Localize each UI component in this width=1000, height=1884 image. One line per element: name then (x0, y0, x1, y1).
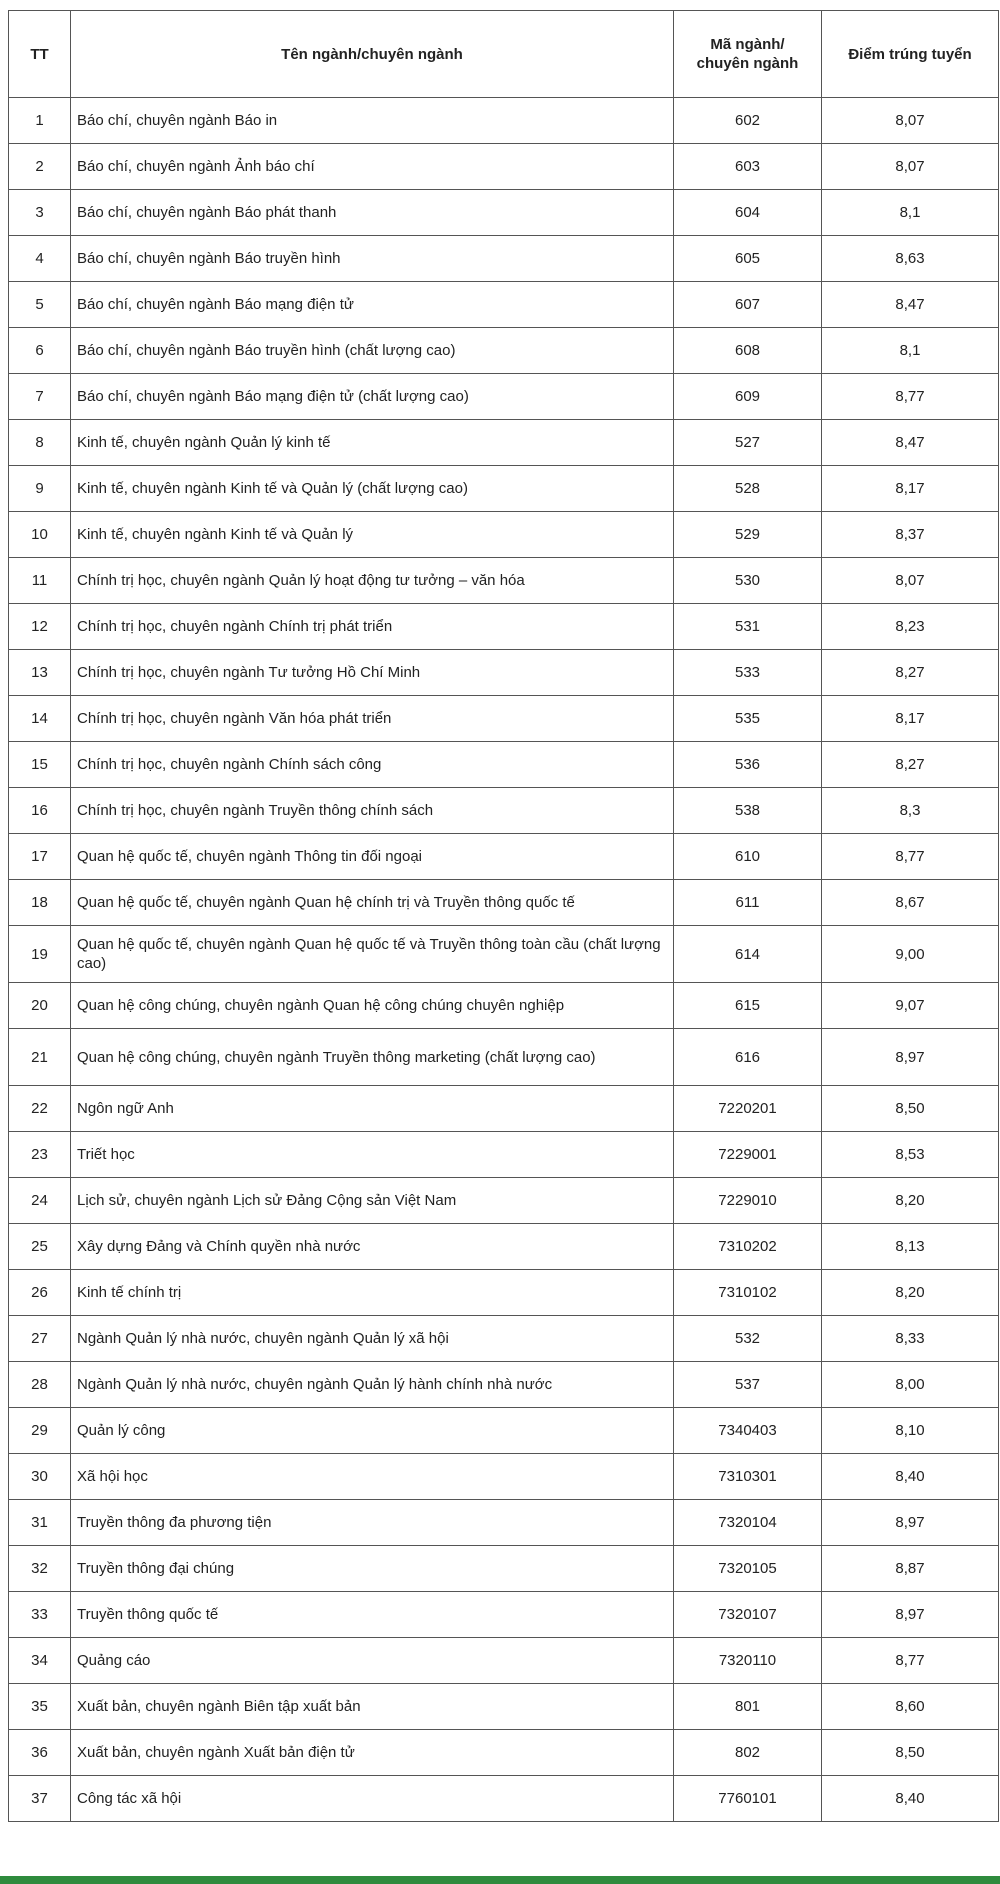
row-name: Xây dựng Đảng và Chính quyền nhà nước (71, 1224, 674, 1270)
row-name: Chính trị học, chuyên ngành Chính sách công (71, 742, 674, 788)
row-tt: 24 (9, 1178, 71, 1224)
row-code: 802 (674, 1730, 822, 1776)
row-name: Báo chí, chuyên ngành Báo in (71, 98, 674, 144)
row-name: Xuất bản, chuyên ngành Biên tập xuất bản (71, 1684, 674, 1730)
row-code: 530 (674, 558, 822, 604)
row-name: Chính trị học, chuyên ngành Quản lý hoạt động tư tưởng – văn hóa (71, 558, 674, 604)
row-name: Báo chí, chuyên ngành Báo truyền hình (71, 236, 674, 282)
row-code: 615 (674, 983, 822, 1029)
table-row (9, 1454, 999, 1500)
row-code: 7229001 (674, 1132, 822, 1178)
row-tt: 29 (9, 1408, 71, 1454)
row-tt: 10 (9, 512, 71, 558)
row-code: 603 (674, 144, 822, 190)
table-row (9, 696, 999, 742)
row-tt: 8 (9, 420, 71, 466)
row-code: 7320105 (674, 1546, 822, 1592)
row-tt: 14 (9, 696, 71, 742)
row-tt: 3 (9, 190, 71, 236)
row-name: Kinh tế chính trị (71, 1270, 674, 1316)
header-score: Điểm trúng tuyển (822, 11, 999, 98)
row-tt: 1 (9, 98, 71, 144)
row-score: 8,1 (822, 328, 999, 374)
row-name: Xã hội học (71, 1454, 674, 1500)
row-tt: 18 (9, 880, 71, 926)
row-code: 7320110 (674, 1638, 822, 1684)
row-name: Ngành Quản lý nhà nước, chuyên ngành Quản lý hành chính nhà nước (71, 1362, 674, 1408)
row-name: Chính trị học, chuyên ngành Văn hóa phát triển (71, 696, 674, 742)
row-code: 616 (674, 1029, 822, 1086)
row-code: 537 (674, 1362, 822, 1408)
row-name: Quan hệ công chúng, chuyên ngành Quan hệ công chúng chuyên nghiệp (71, 983, 674, 1029)
row-code: 527 (674, 420, 822, 466)
table-row (9, 374, 999, 420)
row-score: 8,1 (822, 190, 999, 236)
table-row (9, 926, 999, 983)
header-code-line1: Mã ngành/ (710, 36, 785, 53)
row-code: 801 (674, 1684, 822, 1730)
row-tt: 21 (9, 1029, 71, 1086)
row-tt: 20 (9, 983, 71, 1029)
row-score: 8,87 (822, 1546, 999, 1592)
bottom-accent-bar (0, 1876, 1000, 1884)
row-name: Chính trị học, chuyên ngành Truyền thông chính sách (71, 788, 674, 834)
row-score: 8,00 (822, 1362, 999, 1408)
row-score: 8,3 (822, 788, 999, 834)
row-tt: 37 (9, 1776, 71, 1822)
row-tt: 36 (9, 1730, 71, 1776)
row-tt: 2 (9, 144, 71, 190)
table-row (9, 236, 999, 282)
row-code: 7760101 (674, 1776, 822, 1822)
table-row (9, 834, 999, 880)
row-score: 8,97 (822, 1592, 999, 1638)
row-code: 609 (674, 374, 822, 420)
table-row (9, 1029, 999, 1086)
row-tt: 9 (9, 466, 71, 512)
row-name: Quan hệ quốc tế, chuyên ngành Thông tin đối ngoại (71, 834, 674, 880)
row-name: Quản lý công (71, 1408, 674, 1454)
row-code: 7310301 (674, 1454, 822, 1500)
table-row (9, 604, 999, 650)
table-row (9, 1132, 999, 1178)
row-tt: 26 (9, 1270, 71, 1316)
row-score: 8,60 (822, 1684, 999, 1730)
table-row (9, 558, 999, 604)
table-row (9, 1684, 999, 1730)
row-score: 8,07 (822, 144, 999, 190)
row-code: 604 (674, 190, 822, 236)
table-row (9, 788, 999, 834)
row-score: 8,37 (822, 512, 999, 558)
row-name: Công tác xã hội (71, 1776, 674, 1822)
row-name: Báo chí, chuyên ngành Báo truyền hình (chất lượng cao) (71, 328, 674, 374)
table-row (9, 420, 999, 466)
row-code: 602 (674, 98, 822, 144)
row-code: 607 (674, 282, 822, 328)
row-name: Ngành Quản lý nhà nước, chuyên ngành Quản lý xã hội (71, 1316, 674, 1362)
row-tt: 17 (9, 834, 71, 880)
table-row (9, 650, 999, 696)
row-tt: 22 (9, 1086, 71, 1132)
row-score: 8,77 (822, 834, 999, 880)
row-name: Báo chí, chuyên ngành Ảnh báo chí (71, 144, 674, 190)
row-name: Quan hệ quốc tế, chuyên ngành Quan hệ quốc tế và Truyền thông toàn cầu (chất lượng cao) (71, 926, 674, 983)
row-code: 531 (674, 604, 822, 650)
row-score: 8,50 (822, 1086, 999, 1132)
table-row (9, 1086, 999, 1132)
row-score: 8,20 (822, 1178, 999, 1224)
row-tt: 25 (9, 1224, 71, 1270)
table-row (9, 1638, 999, 1684)
row-code: 7220201 (674, 1086, 822, 1132)
header-tt: TT (9, 11, 71, 98)
header-code-line2: chuyên ngành (696, 55, 799, 72)
row-score: 8,20 (822, 1270, 999, 1316)
row-tt: 16 (9, 788, 71, 834)
row-score: 8,23 (822, 604, 999, 650)
row-score: 9,00 (822, 926, 999, 983)
table-row (9, 1224, 999, 1270)
row-code: 7310102 (674, 1270, 822, 1316)
row-name: Kinh tế, chuyên ngành Quản lý kinh tế (71, 420, 674, 466)
row-tt: 11 (9, 558, 71, 604)
row-name: Chính trị học, chuyên ngành Chính trị phát triển (71, 604, 674, 650)
row-score: 8,97 (822, 1029, 999, 1086)
table-header-row (9, 11, 999, 98)
row-tt: 19 (9, 926, 71, 983)
table-row (9, 742, 999, 788)
row-code: 608 (674, 328, 822, 374)
row-score: 8,47 (822, 282, 999, 328)
row-name: Truyền thông đa phương tiện (71, 1500, 674, 1546)
row-code: 536 (674, 742, 822, 788)
row-score: 8,10 (822, 1408, 999, 1454)
row-tt: 7 (9, 374, 71, 420)
row-score: 8,77 (822, 1638, 999, 1684)
table-row (9, 328, 999, 374)
row-name: Xuất bản, chuyên ngành Xuất bản điện tử (71, 1730, 674, 1776)
row-score: 8,07 (822, 558, 999, 604)
row-code: 605 (674, 236, 822, 282)
row-tt: 31 (9, 1500, 71, 1546)
row-tt: 34 (9, 1638, 71, 1684)
row-score: 9,07 (822, 983, 999, 1029)
row-tt: 12 (9, 604, 71, 650)
table-row (9, 1500, 999, 1546)
row-name: Lịch sử, chuyên ngành Lịch sử Đảng Cộng sản Việt Nam (71, 1178, 674, 1224)
table-row (9, 1730, 999, 1776)
table-row (9, 512, 999, 558)
row-code: 529 (674, 512, 822, 558)
table-body (9, 98, 999, 1822)
row-tt: 4 (9, 236, 71, 282)
row-name: Triết học (71, 1132, 674, 1178)
row-tt: 32 (9, 1546, 71, 1592)
row-tt: 35 (9, 1684, 71, 1730)
row-code: 7229010 (674, 1178, 822, 1224)
header-name: Tên ngành/chuyên ngành (71, 11, 674, 98)
row-tt: 23 (9, 1132, 71, 1178)
row-score: 8,77 (822, 374, 999, 420)
table-row (9, 983, 999, 1029)
row-name: Kinh tế, chuyên ngành Kinh tế và Quản lý (71, 512, 674, 558)
table-row (9, 1178, 999, 1224)
row-name: Báo chí, chuyên ngành Báo phát thanh (71, 190, 674, 236)
row-code: 610 (674, 834, 822, 880)
table-row (9, 282, 999, 328)
admission-score-table (8, 10, 999, 1822)
row-name: Quan hệ công chúng, chuyên ngành Truyền thông marketing (chất lượng cao) (71, 1029, 674, 1086)
row-score: 8,63 (822, 236, 999, 282)
table-row (9, 144, 999, 190)
table-row (9, 190, 999, 236)
row-tt: 6 (9, 328, 71, 374)
row-score: 8,47 (822, 420, 999, 466)
row-name: Chính trị học, chuyên ngành Tư tưởng Hồ Chí Minh (71, 650, 674, 696)
row-name: Ngôn ngữ Anh (71, 1086, 674, 1132)
header-code (674, 11, 822, 98)
row-score: 8,50 (822, 1730, 999, 1776)
table-row (9, 1362, 999, 1408)
row-name: Báo chí, chuyên ngành Báo mạng điện tử (71, 282, 674, 328)
table-row (9, 1592, 999, 1638)
row-score: 8,17 (822, 466, 999, 512)
table-row (9, 466, 999, 512)
row-score: 8,07 (822, 98, 999, 144)
score-table-container (8, 10, 998, 1822)
row-code: 614 (674, 926, 822, 983)
row-code: 528 (674, 466, 822, 512)
table-row (9, 1316, 999, 1362)
row-tt: 30 (9, 1454, 71, 1500)
row-score: 8,53 (822, 1132, 999, 1178)
row-score: 8,40 (822, 1776, 999, 1822)
row-tt: 15 (9, 742, 71, 788)
row-score: 8,40 (822, 1454, 999, 1500)
row-score: 8,27 (822, 650, 999, 696)
row-name: Kinh tế, chuyên ngành Kinh tế và Quản lý (chất lượng cao) (71, 466, 674, 512)
row-score: 8,67 (822, 880, 999, 926)
row-tt: 13 (9, 650, 71, 696)
row-name: Quan hệ quốc tế, chuyên ngành Quan hệ chính trị và Truyền thông quốc tế (71, 880, 674, 926)
table-row (9, 1546, 999, 1592)
table-row (9, 98, 999, 144)
row-name: Truyền thông quốc tế (71, 1592, 674, 1638)
row-score: 8,97 (822, 1500, 999, 1546)
row-code: 611 (674, 880, 822, 926)
row-code: 533 (674, 650, 822, 696)
row-tt: 28 (9, 1362, 71, 1408)
row-tt: 27 (9, 1316, 71, 1362)
table-row (9, 1270, 999, 1316)
row-code: 535 (674, 696, 822, 742)
row-name: Truyền thông đại chúng (71, 1546, 674, 1592)
row-score: 8,17 (822, 696, 999, 742)
table-row (9, 1408, 999, 1454)
row-name: Báo chí, chuyên ngành Báo mạng điện tử (chất lượng cao) (71, 374, 674, 420)
table-row (9, 880, 999, 926)
row-code: 532 (674, 1316, 822, 1362)
row-score: 8,13 (822, 1224, 999, 1270)
row-score: 8,33 (822, 1316, 999, 1362)
row-score: 8,27 (822, 742, 999, 788)
row-code: 7340403 (674, 1408, 822, 1454)
row-code: 538 (674, 788, 822, 834)
row-name: Quảng cáo (71, 1638, 674, 1684)
row-tt: 33 (9, 1592, 71, 1638)
row-code: 7320104 (674, 1500, 822, 1546)
row-tt: 5 (9, 282, 71, 328)
row-code: 7310202 (674, 1224, 822, 1270)
row-code: 7320107 (674, 1592, 822, 1638)
table-row (9, 1776, 999, 1822)
